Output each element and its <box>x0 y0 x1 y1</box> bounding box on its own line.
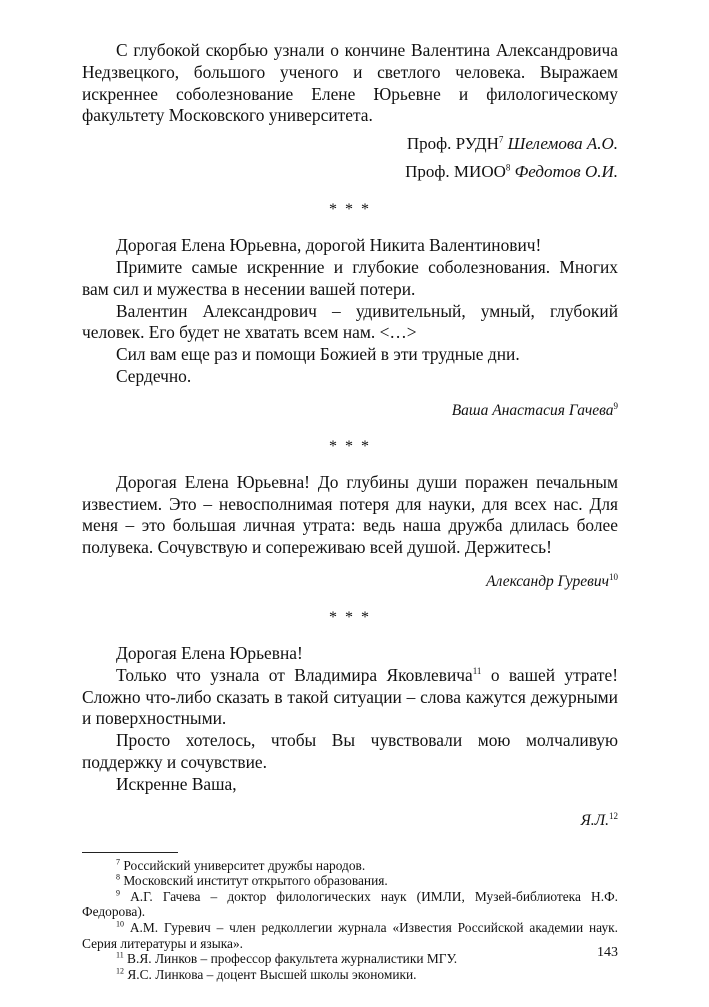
letter-line: Дорогая Елена Юрьевна, дорогой Никита Валентинович! <box>116 235 542 256</box>
section-separator: * * * <box>329 437 371 455</box>
letter-line: Примите самые искренние и глубокие соболезнования. Многих вам сил и мужества в несении вашей потери. <box>82 256 618 299</box>
condolence-paragraph-3: Дорогая Елена Юрьевна! До глубины души поражен печальным известием. Это – невосполнимая потеря для науки, для всех нас. Для меня – это большая личная утрата: ведь наша дружба длилась более полувека. Сочувствую и сопереживаю всей душой. Держитесь! <box>82 471 618 558</box>
condolence-letter-4 <box>82 643 618 796</box>
section-separator: * * * <box>329 201 371 219</box>
footnote: $^{12}$ Я.С. Линкова – доцент Высшей школы экономики. <box>116 966 417 982</box>
footnote: $^8$ Московский институт открытого образования. <box>116 872 388 889</box>
footnotes <box>82 852 618 983</box>
letter-closing: Искренне Ваша, <box>116 773 237 794</box>
footnote: $^9$ А.Г. Гачева – доктор филологических наук (ИМЛИ, Музей-библиотека Н.Ф. Федорова). <box>82 888 618 920</box>
letter-line: Сердечно. <box>116 365 192 386</box>
letter-paragraph: Только что узнала от Владимира Яковлевича$^{11}$ о вашей утрате! Сложно что-либо сказать в такой ситуации – слова кажутся дежурными и поверхностными. <box>82 664 618 729</box>
page-number: 143 <box>597 945 618 960</box>
footnote: $^{11}$ В.Я. Линков – профессор факультета журналистики МГУ. <box>116 950 458 967</box>
condolence-letter-2 <box>82 235 618 388</box>
page-body <box>82 40 618 982</box>
footnote: $^{10}$ А.М. Гуревич – член редколлегии журнала «Известия Российской академии наук. Серия литературы и языка». <box>82 919 618 951</box>
letter-greeting: Дорогая Елена Юрьевна! <box>116 642 303 663</box>
letter-line: Валентин Александрович – удивительный, умный, глубокий человек. Его будет не хватать всем нам. <…> <box>82 300 618 343</box>
signature-gurevich: Александр Гуревич$^{10}$ <box>486 571 618 590</box>
condolence-paragraph-1: С глубокой скорбью узнали о кончине Валентина Александровича Недзвецкого, большого ученого и светлого человека. Выражаем искреннее соболезнование Елене Юрьевне и филологическому факультету Московского университета. <box>82 40 618 126</box>
signature-shelemova: Проф. РУДН$^7$ Шелемова А.О. <box>406 134 618 154</box>
letter-line: Сил вам еще раз и помощи Божией в эти трудные дни. <box>116 344 520 365</box>
letter-paragraph: Просто хотелось, чтобы Вы чувствовали мою молчаливую поддержку и сочувствие. <box>82 730 618 772</box>
signature-yal: Я.Л.$^{12}$ <box>580 810 618 829</box>
section-separator: * * * <box>329 608 371 626</box>
footnote: $^7$ Российский университет дружбы народов. <box>116 857 366 873</box>
signature-gacheva: Ваша Анастасия Гачева$^9$ <box>451 400 618 419</box>
footnote-divider <box>82 852 178 853</box>
signature-fedotov: Проф. МИОО$^8$ Федотов О.И. <box>405 162 618 182</box>
